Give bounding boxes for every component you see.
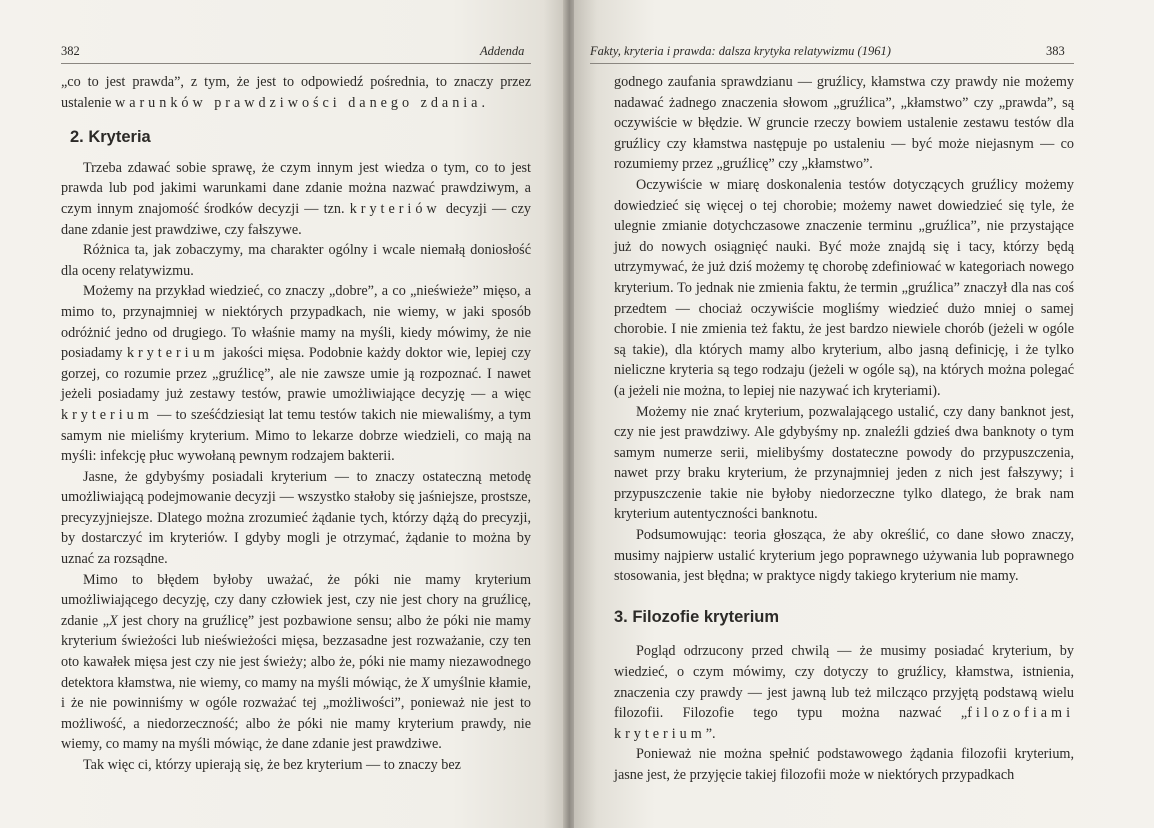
running-head-left: Addenda [480, 44, 525, 58]
paragraph: Jasne, że gdybyśmy posiadali kryterium — to znaczy ostateczną metodę umożliwiającą podejmowanie decyzji — wszystko stałoby się jaśniejsze, prostsze, precyzyjniejsze. Dlatego można zrozumieć żądanie tych, którzy dążą do precyzji, by dostarczyć im kryteriów. I gdyby mogli je otrzymać, żądanie to można by uznać za rozsądne. [61, 468, 531, 568]
paragraph: Trzeba zdawać sobie sprawę, że czym innym jest wiedza o tym, co to jest prawda lub pod jakimi warunkami dane zdanie można nazwać prawdziwym, a czym innym znajomość środków decyzji — tzn. kryteriów decyzji — czy dane zdanie jest prawdziwe, czy fałszywe. [61, 159, 531, 238]
header-rule-right [590, 63, 1074, 64]
paragraph: Oczywiście w miarę doskonalenia testów dotyczących gruźlicy możemy dowiedzieć się więcej o tej chorobie; możemy nawet dowiedzieć się tyle, że ulegnie zmianie dotychczasowe znaczenie terminu „gruźlica”, nie przystające już do nowych osiągnięć nauki. Być może znajdą się i tacy, którzy będą utrzymywać, że już dziś możemy tę chorobę zdefiniować w kategoriach nowego kryterium. To jednak nie zmienia faktu, że termin „gruźlica” znaczył dla nas coś przedtem — chociaż oczywiście mogliśmy wiedzieć dużo mniej o samej chorobie. I nie zmienia też faktu, że jest bardzo niewiele chorób (jeżeli w ogóle są takie), dla których mamy albo kryterium, albo jasną definicję, i że tylko nieliczne kryteria są tego rodzaju (jeżeli w ogóle są), na których można polegać (a jeżeli nie można, to lepiej nie nazywać ich kryteriami). [614, 176, 1074, 399]
paragraph: Możemy na przykład wiedzieć, co znaczy „dobre”, a co „nieświeże” mięso, a mimo to, przynajmniej w niektórych przypadkach, nie wiemy, w jaki sposób odróżnić jedno od drugiego. To właśnie mamy na myśli, kiedy mówimy, że nie posiadamy kryterium jakości mięsa. Podobnie każdy doktor wie, lepiej czy gorzej, co rozumie przez „gruźlicę”, ale nie zawsze umie ją rozpoznać. I nawet jeżeli posiadamy już zestawy testów, prawie umożliwiające decyzję — a więc kryterium — to sześćdziesiąt lat temu testów takich nie miewaliśmy, a tym samym nie mieliśmy kryterium. Mimo to lekarze dobrze wiedzieli, co mają na myśli: infekcję płuc wywołaną pewnym rodzajem bakterii. [61, 283, 531, 465]
paragraph: Ponieważ nie można spełnić podstawowego żądania filozofii kryterium, jasne jest, że przyjęcie takiej filozofii może w niektórych przypadkach [614, 746, 1074, 783]
page-number-right: 383 [1046, 44, 1065, 58]
paragraph: Możemy nie znać kryterium, pozwalającego ustalić, czy dany banknot jest, czy nie jest prawdziwy. Ale gdybyśmy np. znaleźli gdzieś dwa banknoty o tym samym numerze serii, mielibyśmy dostateczne powody do przypuszczenia, nawet przy braku kryterium, że przynajmniej jeden z nich jest fałszywy; i przypuszczenie takie nie byłoby niedorzeczne tylko dlatego, że brak nam kryterium autentyczności banknotu. [614, 403, 1074, 523]
paragraph: Podsumowując: teoria głosząca, że aby określić, co dane słowo znaczy, musimy najpierw ustalić kryterium jego poprawnego używania lub poprawnego stosowania, jest błędna; w praktyce nigdy takiego kryterium nie mamy. [614, 527, 1074, 585]
left-page [0, 0, 566, 828]
paragraph: Tak więc ci, którzy upierają się, że bez kryterium — to znaczy bez [83, 757, 461, 773]
right-page [574, 0, 1154, 828]
paragraph-continued: „co to jest prawda”, z tym, że jest to odpowiedź pośrednia, to znaczy przez ustalenie warunków prawdziwości danego zdania. [61, 74, 531, 111]
page-number-left: 382 [61, 44, 80, 58]
running-head-right: Fakty, kryteria i prawda: dalsza krytyka relatywizmu (1961) [590, 44, 891, 58]
paragraph: Pogląd odrzucony przed chwilą — że musimy posiadać kryterium, by wiedzieć, o czym mówimy, czy dotyczy to gruźlicy, kłamstwa, istnienia, znaczenia czy prawdy — jest jawną lub też milcząco przyjętą podstawą wielu filozofii. Filozofie tego typu można nazwać „filozofiami kryterium”. [614, 643, 1074, 742]
section-heading-kryteria: 2. Kryteria [70, 128, 151, 147]
paragraph: Różnica ta, jak zobaczymy, ma charakter ogólny i wcale niemałą doniosłość dla oceny relatywizmu. [61, 242, 531, 279]
left-text-block [61, 72, 531, 776]
right-text-block [614, 72, 1074, 786]
paragraph-continued: godnego zaufania sprawdzianu — gruźlicy, kłamstwa czy prawdy nie możemy nadawać żadnego znaczenia słowom „gruźlica”, „kłamstwo” czy „prawda”, są oczywiście w błędzie. W gruncie rzeczy bowiem ustalenie zestawu testów dla gruźlicy czy kłamstwa następuje po ustaleniu — być może niejasnym — co rozumiemy przez „gruźlicę” czy „kłamstwo”. [614, 74, 1074, 173]
header-rule-left [61, 63, 531, 64]
paragraph: Mimo to błędem byłoby uważać, że póki nie mamy kryterium umożliwiającego decyzję, czy dany człowiek jest, czy nie jest chory na gruźlicę, zdanie „X jest chory na gruźlicę” jest pozbawione sensu; albo że póki nie mamy kryterium świeżości lub nieświeżości mięsa, bezzasadne jest rozważanie, czy ten oto kawałek mięsa jest czy nie jest świeży; albo że, póki nie mamy niezawodnego detektora kłamstwa, nie wiemy, co mamy na myśli mówiąc, że X umyślnie kłamie, i że nie powinniśmy w ogóle rozważać tej „możliwości”, ponieważ nie jest to możliwość, a niedorzeczność; albo że póki nie mamy kryterium prawdy, nie wiemy, co mamy na myśli mówiąc, że dane zdanie jest prawdziwe. [61, 571, 531, 753]
section-heading-filozofie-kryterium: 3. Filozofie kryterium [614, 607, 780, 626]
